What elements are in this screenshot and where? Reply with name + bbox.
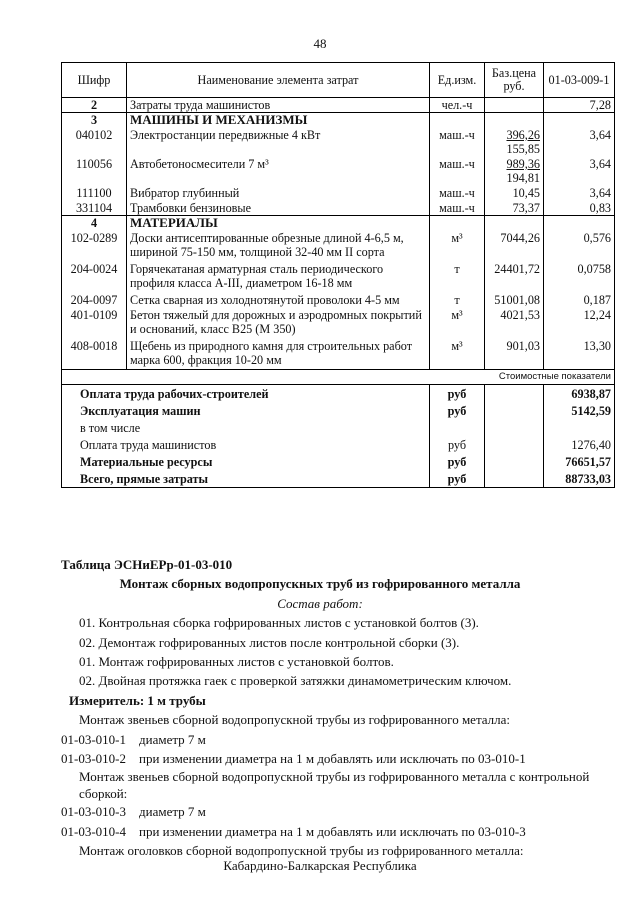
summary-label: Оплата труда машинистов bbox=[62, 436, 430, 453]
row-price bbox=[485, 127, 544, 156]
summary-value: 88733,03 bbox=[544, 470, 615, 488]
table-header-row bbox=[62, 63, 615, 98]
row-price bbox=[485, 98, 544, 113]
row-name: Щебень из природного камня для строительных работ марка 600, фракция 10-20 мм bbox=[127, 338, 430, 370]
row-price: 24401,72 bbox=[485, 261, 544, 292]
header-code: Шифр bbox=[62, 63, 127, 98]
row-name: Вибратор глубинный bbox=[127, 185, 430, 200]
description: Монтаж звеньев сборной водопропускной трубы из гофрированного металла: bbox=[79, 712, 511, 728]
summary-unit: руб bbox=[430, 470, 485, 488]
summary-unit: руб bbox=[430, 453, 485, 470]
row-qty: 3,64 bbox=[544, 127, 615, 156]
norm-code-line bbox=[0, 749, 640, 768]
cost-table bbox=[61, 62, 615, 488]
row-price bbox=[485, 216, 544, 231]
row-name: Затраты труда машинистов bbox=[127, 98, 430, 113]
row-code: 401-0109 bbox=[62, 307, 127, 338]
row-name: Трамбовки бензиновые bbox=[127, 200, 430, 216]
row-price: 51001,08 bbox=[485, 292, 544, 307]
row-unit: м³ bbox=[430, 230, 485, 261]
row-name: Сетка сварная из холоднотянутой проволоки 4-5 мм bbox=[127, 292, 430, 307]
row-code: 2 bbox=[62, 98, 127, 113]
row-price: 10,45 bbox=[485, 185, 544, 200]
table-row bbox=[62, 185, 615, 200]
summary-unit: руб bbox=[430, 402, 485, 419]
row-code: 204-0097 bbox=[62, 292, 127, 307]
summary-row bbox=[62, 419, 615, 436]
row-unit: м³ bbox=[430, 307, 485, 338]
summary-value bbox=[544, 419, 615, 436]
row-name: Горячекатаная арматурная сталь периодического профиля класса А-III, диаметром 16-18 мм bbox=[127, 261, 430, 292]
summary-label: Эксплуатация машин bbox=[62, 402, 430, 419]
row-code: 102-0289 bbox=[62, 230, 127, 261]
table-row bbox=[62, 230, 615, 261]
table-row bbox=[62, 338, 615, 370]
summary-row bbox=[62, 402, 615, 419]
norm-code-text: при изменении диаметра на 1 м добавлять или исключать по 03-010-3 bbox=[139, 823, 526, 839]
norm-code-text: диаметр 7 м bbox=[139, 731, 206, 747]
table-row bbox=[62, 156, 615, 185]
page-footer: Кабардино-Балкарская Республика bbox=[223, 858, 417, 873]
summary-empty-cell bbox=[485, 436, 544, 453]
row-price: 7044,26 bbox=[485, 230, 544, 261]
row-unit: маш.-ч bbox=[430, 200, 485, 216]
table-row bbox=[62, 98, 615, 113]
row-price: 901,03 bbox=[485, 338, 544, 370]
norm-section bbox=[0, 555, 640, 861]
work-item: 01. Контрольная сборка гофрированных листов с установкой болтов (3). bbox=[79, 615, 479, 631]
norm-code: 01-03-010-4 bbox=[61, 823, 126, 839]
summary-empty-cell bbox=[485, 470, 544, 488]
table-row bbox=[62, 292, 615, 307]
row-name: МАТЕРИАЛЫ bbox=[127, 216, 430, 231]
row-unit: т bbox=[430, 292, 485, 307]
summary-empty-cell bbox=[485, 402, 544, 419]
row-qty: 0,0758 bbox=[544, 261, 615, 292]
summary-empty-cell bbox=[485, 419, 544, 436]
row-qty: 3,64 bbox=[544, 185, 615, 200]
row-code: 331104 bbox=[62, 200, 127, 216]
norm-code: 01-03-010-3 bbox=[61, 804, 126, 820]
row-price: 4021,53 bbox=[485, 307, 544, 338]
table-row bbox=[62, 261, 615, 292]
description: Монтаж оголовков сборной водопропускной трубы из гофрированного металла: bbox=[79, 843, 524, 859]
norm-code-line bbox=[0, 822, 640, 841]
row-qty: 0,576 bbox=[544, 230, 615, 261]
row-qty: 0,83 bbox=[544, 200, 615, 216]
row-code: 040102 bbox=[62, 127, 127, 156]
row-price bbox=[485, 156, 544, 185]
norm-code-line bbox=[0, 730, 640, 749]
header-unit: Ед.изм. bbox=[430, 63, 485, 98]
summary-label: Оплата труда рабочих-строителей bbox=[62, 385, 430, 403]
row-unit: т bbox=[430, 261, 485, 292]
work-item: 01. Монтаж гофрированных листов с установкой болтов. bbox=[79, 654, 394, 670]
row-name: МАШИНЫ И МЕХАНИЗМЫ bbox=[127, 113, 430, 128]
row-unit: маш.-ч bbox=[430, 185, 485, 200]
composition-label: Состав работ: bbox=[277, 595, 363, 611]
section-heading: Монтаж сборных водопропускных труб из гофрированного металла bbox=[119, 576, 521, 592]
table-row bbox=[62, 113, 615, 128]
summary-empty-cell bbox=[485, 453, 544, 470]
description: Монтаж звеньев сборной водопропускной трубы из гофрированного металла с контрольной сборкой: bbox=[79, 769, 590, 802]
summary-caption-row bbox=[62, 370, 615, 385]
norm-code: 01-03-010-1 bbox=[61, 731, 126, 747]
row-qty: 7,28 bbox=[544, 98, 615, 113]
row-unit bbox=[430, 113, 485, 128]
summary-row bbox=[62, 436, 615, 453]
row-code: 408-0018 bbox=[62, 338, 127, 370]
table-row bbox=[62, 307, 615, 338]
summary-caption: Стоимостные показатели bbox=[62, 370, 615, 385]
norm-code-text: диаметр 7 м bbox=[139, 804, 206, 820]
summary-unit: руб bbox=[430, 385, 485, 403]
row-unit: м³ bbox=[430, 338, 485, 370]
row-unit: чел.-ч bbox=[430, 98, 485, 113]
summary-row bbox=[62, 453, 615, 470]
measure-unit: Измеритель: 1 м трубы bbox=[69, 692, 206, 708]
summary-value: 1276,40 bbox=[544, 436, 615, 453]
summary-value: 6938,87 bbox=[544, 385, 615, 403]
row-name: Доски антисептированные обрезные длиной 4-6,5 м, шириной 75-150 мм, толщиной 32-40 мм II сорта bbox=[127, 230, 430, 261]
row-price-main: 396,26 bbox=[506, 128, 540, 142]
summary-label: Всего, прямые затраты bbox=[62, 470, 430, 488]
row-qty bbox=[544, 216, 615, 231]
row-unit bbox=[430, 216, 485, 231]
summary-value: 76651,57 bbox=[544, 453, 615, 470]
row-qty: 3,64 bbox=[544, 156, 615, 185]
row-qty bbox=[544, 113, 615, 128]
row-name: Электростанции передвижные 4 кВт bbox=[127, 127, 430, 156]
table-title: Таблица ЭСНиЕРр-01-03-010 bbox=[61, 557, 233, 572]
table-row bbox=[62, 216, 615, 231]
row-price-secondary: 194,81 bbox=[506, 171, 540, 185]
row-unit: маш.-ч bbox=[430, 156, 485, 185]
table-row bbox=[62, 127, 615, 156]
summary-unit bbox=[430, 419, 485, 436]
header-norm-code: 01-03-009-1 bbox=[544, 63, 615, 98]
row-code: 111100 bbox=[62, 185, 127, 200]
norm-code-line bbox=[0, 802, 640, 821]
row-code: 204-0024 bbox=[62, 261, 127, 292]
row-qty: 13,30 bbox=[544, 338, 615, 370]
work-item: 02. Двойная протяжка гаек с проверкой затяжки динамометрическим ключом. bbox=[79, 673, 512, 689]
summary-empty-cell bbox=[485, 385, 544, 403]
row-qty: 0,187 bbox=[544, 292, 615, 307]
row-code: 110056 bbox=[62, 156, 127, 185]
summary-value: 5142,59 bbox=[544, 402, 615, 419]
row-qty: 12,24 bbox=[544, 307, 615, 338]
row-price: 73,37 bbox=[485, 200, 544, 216]
row-price bbox=[485, 113, 544, 128]
summary-label: в том числе bbox=[62, 419, 430, 436]
row-price-main: 989,36 bbox=[506, 157, 540, 171]
norm-code: 01-03-010-2 bbox=[61, 751, 126, 767]
row-code: 4 bbox=[62, 216, 127, 231]
work-item: 02. Демонтаж гофрированных листов после контрольной сборки (3). bbox=[79, 634, 460, 650]
row-name: Бетон тяжелый для дорожных и аэродромных покрытий и оснований, класс В25 (М 350) bbox=[127, 307, 430, 338]
row-code: 3 bbox=[62, 113, 127, 128]
row-price-secondary: 155,85 bbox=[506, 142, 540, 156]
page-number: 48 bbox=[313, 36, 327, 51]
row-name: Автобетоносмесители 7 м³ bbox=[127, 156, 430, 185]
row-unit: маш.-ч bbox=[430, 127, 485, 156]
summary-row bbox=[62, 385, 615, 403]
summary-row bbox=[62, 470, 615, 488]
header-base-price: Баз.цена руб. bbox=[485, 63, 544, 98]
summary-unit: руб bbox=[430, 436, 485, 453]
header-name: Наименование элемента затрат bbox=[127, 63, 430, 98]
table-row bbox=[62, 200, 615, 216]
norm-code-text: при изменении диаметра на 1 м добавлять или исключать по 03-010-1 bbox=[139, 751, 526, 767]
summary-label: Материальные ресурсы bbox=[62, 453, 430, 470]
